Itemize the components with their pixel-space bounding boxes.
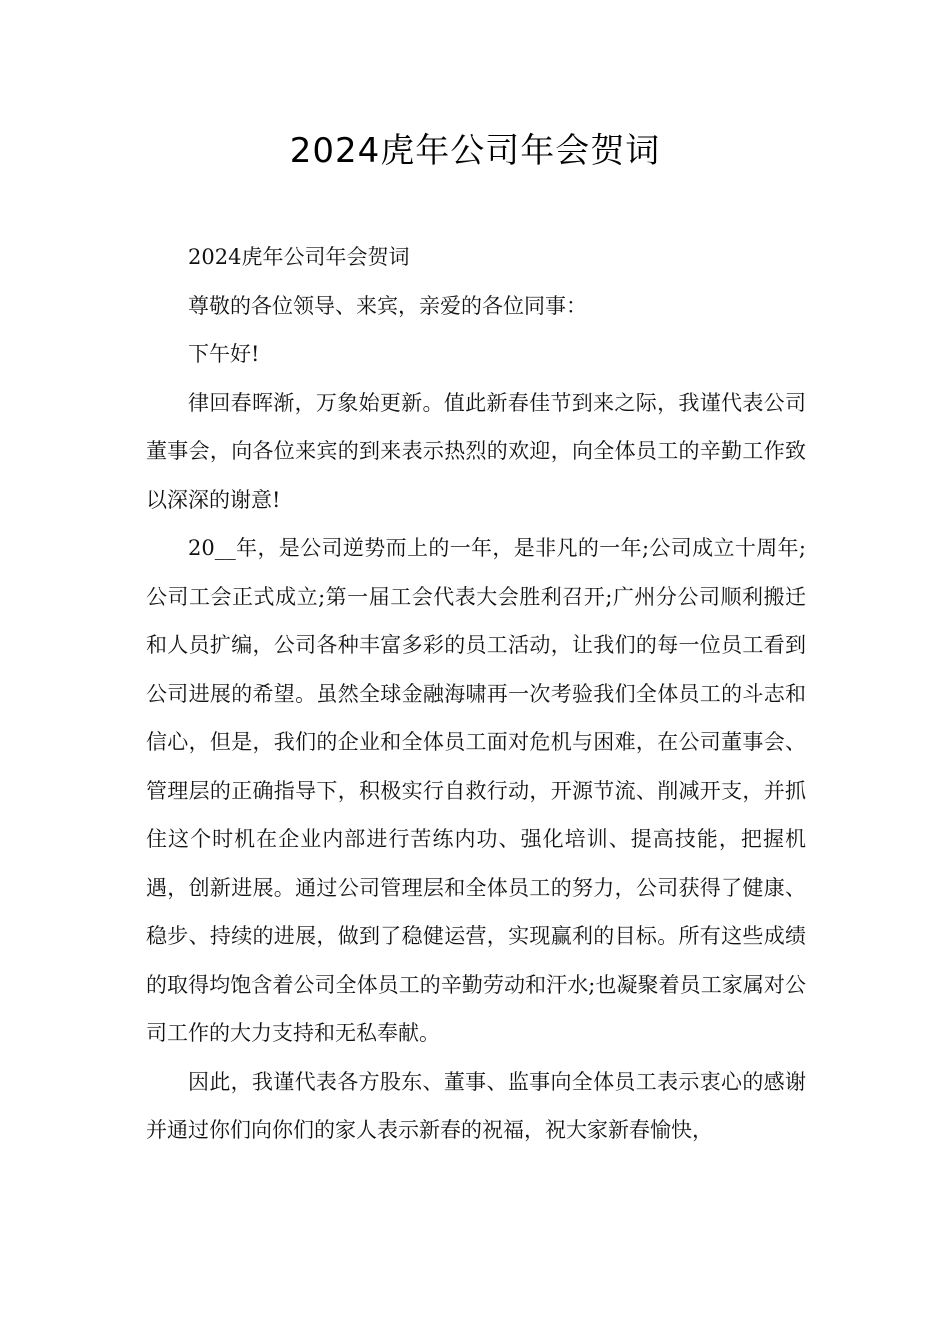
paragraph-review: 20__年，是公司逆势而上的一年，是非凡的一年;公司成立十周年;公司工会正式成立;第一届工会代表大会胜利召开;广州分公司顺利搬迁和人员扩编，公司各种丰富多彩的员工活动，让我们的每一位员工看到公司进展的希望。虽然全球金融海啸再一次考验我们全体员工的斗志和信心，但是，我们的企业和全体员工面对危机与困难，在公司董事会、管理层的正确指导下，积极实行自救行动，开源节流、削减开支，并抓住这个时机在企业内部进行苦练内功、强化培训、提高技能，把握机遇，创新进展。通过公司管理层和全体员工的努力，公司获得了健康、稳步、持续的进展，做到了稳健运营，实现赢利的目标。所有这些成绩的取得均饱含着公司全体员工的辛勤劳动和汗水;也凝聚着员工家属对公司工作的大力支持和无私奉献。 <box>146 536 806 1045</box>
paragraph-greeting: 下午好! <box>188 342 260 366</box>
page-title: 2024虎年公司年会贺词 <box>289 131 661 171</box>
document-body <box>146 233 806 1155</box>
paragraph-subtitle: 2024虎年公司年会贺词 <box>188 245 410 269</box>
paragraph-salutation: 尊敬的各位领导、来宾，亲爱的各位同事： <box>188 293 587 318</box>
paragraph-opening: 律回春晖渐，万象始更新。值此新春佳节到来之际，我谨代表公司董事会，向各位来宾的到来表示热烈的欢迎，向全体员工的辛勤工作致以深深的谢意! <box>146 390 806 512</box>
paragraph-thanks: 因此，我谨代表各方股东、董事、监事向全体员工表示衷心的感谢并通过你们向你们的家人表示新春的祝福，祝大家新春愉快， <box>146 1069 806 1142</box>
